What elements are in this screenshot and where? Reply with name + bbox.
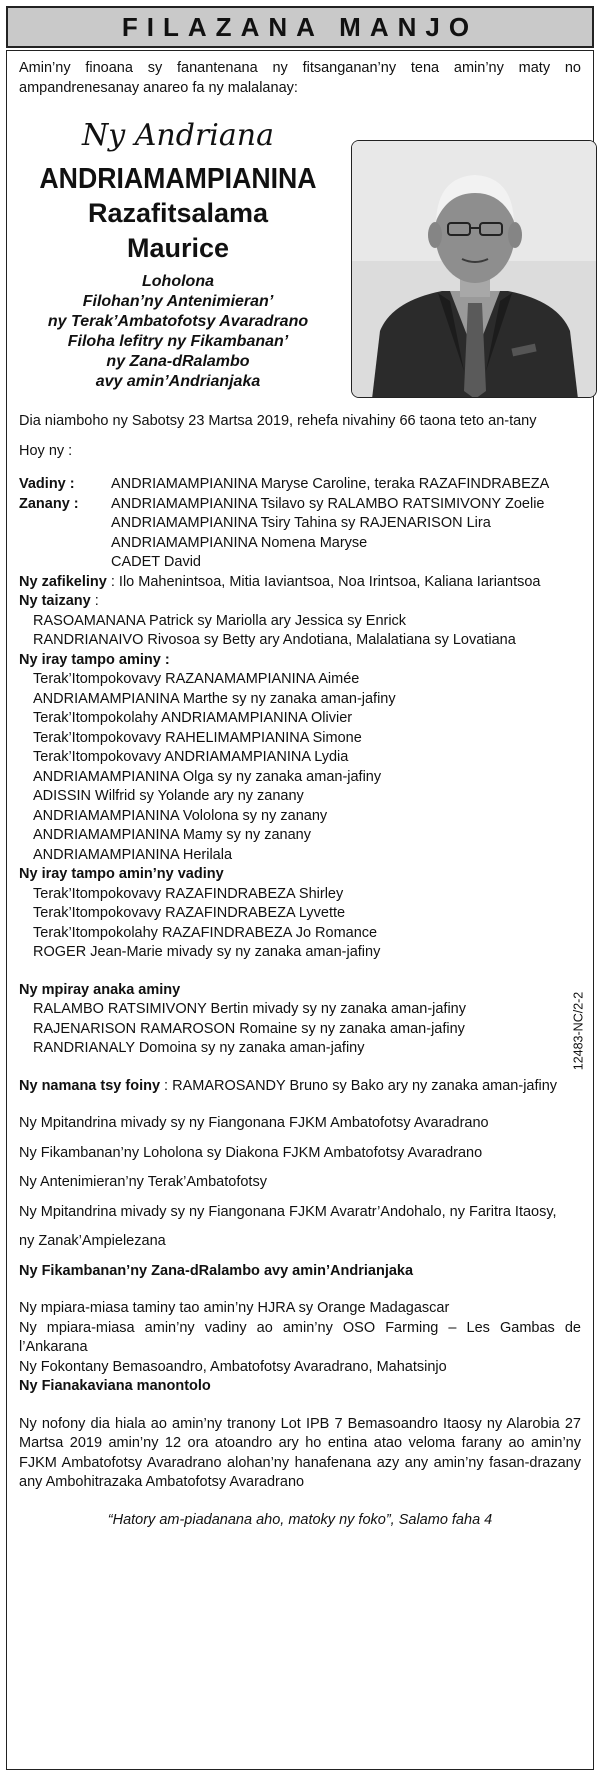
notice-body [19, 59, 581, 1530]
taizany-colon: : [90, 593, 99, 609]
list-item: ANDRIAMAMPIANINA Mamy sy ny zanany [33, 827, 311, 843]
taizany-label: Ny taizany [19, 593, 91, 609]
namana-label: Ny namana tsy foiny [19, 1077, 161, 1094]
colleagues-line: Ny mpiara-miasa amin’ny vadiny ao amin’ny OSO Farming – Les Gambas de l’Ankarana [19, 1319, 581, 1355]
list-item: ADISSIN Wilfrid sy Yolande ary ny zanany [33, 788, 304, 804]
name-given-2: Maurice [126, 233, 230, 263]
banner-title: FILAZANA MANJO [121, 11, 479, 42]
fianakaviana: Ny Fianakaviana manontolo [19, 1378, 211, 1394]
iray-tampo-vadiny-list [19, 885, 581, 963]
deceased-titles [19, 272, 337, 392]
list-item: RASOAMANANA Patrick sy Mariolla ary Jessica sy Enrick [33, 612, 407, 629]
list-item: ANDRIAMAMPIANINA Olga sy ny zanaka aman-jafiny [33, 768, 382, 785]
list-item: ANDRIAMAMPIANINA Vololona sy ny zanany [33, 807, 328, 824]
group-line: Ny Mpitandrina mivady sy ny Fiangonana FJKM Avaratr’Andohalo, ny Faritra Itaosy, [19, 1203, 557, 1220]
group-line: Ny Mpitandrina mivady sy ny Fiangonana FJKM Ambatofotsy Avaradrano [19, 1115, 489, 1131]
title-line: Loholona [142, 273, 214, 290]
list-item: RALAMBO RATSIMIVONY Bertin mivady sy ny zanaka aman-jafiny [33, 1001, 466, 1017]
list-item: Terak’Itompokovavy RAZAFINDRABEZA Shirley [33, 885, 344, 902]
list-item: Terak’Itompokolahy RAZAFINDRABEZA Jo Romance [33, 924, 378, 941]
title-line: ny Terak’Ambatofotsy Avaradrano [47, 313, 309, 330]
name-given-1: Razafitsalama [87, 198, 269, 228]
zanany-name: ANDRIAMAMPIANINA Tsiry Tahina sy RAJENARISON Lira [111, 515, 491, 531]
iray-tampo-aminy-list [19, 670, 581, 865]
list-item: Terak’Itompokovavy RAHELIMAMPIANINA Simone [33, 729, 362, 746]
list-item: RANDRIANAIVO Rivosoa sy Betty ary Andotiana, Malalatiana sy Lovatiana [33, 632, 516, 648]
zanany-name: ANDRIAMAMPIANINA Tsilavo sy RALAMBO RATSIMIVONY Zoelie [111, 495, 545, 512]
taizany-heading [19, 592, 581, 612]
list-item: Terak’Itompokovavy ANDRIAMAMPIANINA Lydia [33, 749, 349, 765]
colleagues-line: Ny mpiara-miasa taminy tao amin’ny HJRA sy Orange Madagascar [19, 1300, 450, 1316]
taizany-list [19, 612, 581, 651]
zanany-section [19, 495, 581, 573]
namana-text: : RAMAROSANDY Bruno sy Bako ary ny zanaka aman-jafiny [160, 1077, 558, 1094]
zafikeliny-label: Ny zafikeliny [19, 573, 107, 590]
intro-text: Amin’ny finoana sy fanantenana ny fitsanganan’ny tena amin’ny maty no ampandrenesanay anareo fa ny malalanay: [19, 60, 581, 96]
burial-notice: Ny nofony dia hiala ao amin’ny tranony Lot IPB 7 Bemasoandro Itaosy ny Alarobia 27 Martsa 2019 amin’ny 12 ora atoandro ary ho entina atao veloma farany ao amin’ny FJKM Ambatofotsy Avaradrano alohan’ny hanafenana azy any amin’ny fasan-drazany any Ambohitrazaka Ambatofotsy Avaradrano [19, 1415, 581, 1490]
vadiny-name: ANDRIAMAMPIANINA Maryse Caroline, teraka RAZAFINDRABEZA [111, 476, 550, 492]
vadiny-label: Vadiny : [19, 476, 75, 492]
mpiray-anaka-list [19, 1000, 581, 1059]
list-item: Terak’Itompokovavy RAZANAMAMPIANINA Aimée [33, 671, 360, 687]
hoy-ny: Hoy ny : [19, 442, 73, 459]
portrait-image [352, 141, 597, 398]
deceased-section [19, 98, 581, 398]
reference-code-text: 12483-NC/2-2 [571, 991, 586, 1071]
title-line: Filohan’ny Antenimieran’ [82, 293, 274, 310]
zanany-label: Zanany : [19, 495, 79, 512]
portrait-photo [351, 140, 597, 398]
list-item: RANDRIANALY Domoina sy ny zanaka aman-jafiny [33, 1040, 365, 1056]
reference-code [567, 971, 589, 1091]
list-item: RAJENARISON RAMAROSON Romaine sy ny zanaka aman-jafiny [33, 1020, 465, 1037]
list-item: ANDRIAMAMPIANINA Herilala [33, 846, 233, 863]
name-prefix: Ny Andriana [82, 118, 274, 153]
zafikeliny-text: : Ilo Mahenintsoa, Mitia Iaviantsoa, Noa Irintsoa, Kaliana Iariantsoa [106, 573, 541, 590]
colleagues-line: Ny Fokontany Bemasoandro, Ambatofotsy Avaradrano, Mahatsinjo [19, 1358, 447, 1375]
zanany-name: CADET David [111, 554, 201, 570]
list-item: Terak’Itompokovavy RAZAFINDRABEZA Lyvette [33, 905, 346, 921]
group-line: Ny Fikambanan’ny Loholona sy Diakona FJKM Ambatofotsy Avaradrano [19, 1144, 483, 1161]
header-banner [6, 6, 594, 48]
title-line: ny Zana-dRalambo [106, 353, 250, 370]
zafikeliny-line [19, 573, 581, 593]
group-line: ny Zanak’Ampielezana [19, 1233, 166, 1249]
closing-quote: “Hatory am-piadanana aho, matoky ny foko”, Salamo faha 4 [107, 1511, 493, 1528]
death-notice: Dia niamboho ny Sabotsy 23 Martsa 2019, rehefa nivahiny 66 taona teto an-tany [19, 413, 537, 429]
title-line: Filoha lefitry ny Fikambanan’ [67, 333, 289, 350]
group-line: Ny Antenimieran’ny Terak’Ambatofotsy [19, 1174, 267, 1190]
namana-line [19, 1077, 581, 1097]
list-item: ROGER Jean-Marie mivady sy ny zanaka aman-jafiny [33, 944, 381, 960]
list-item: ANDRIAMAMPIANINA Marthe sy ny zanaka aman-jafiny [33, 690, 396, 707]
title-line: avy amin’Andrianjaka [95, 373, 261, 390]
name-surname: ANDRIAMAMPIANINA [39, 163, 317, 195]
iray-tampo-vadiny-label: Ny iray tampo amin’ny vadiny [19, 866, 224, 882]
iray-tampo-aminy-label: Ny iray tampo aminy : [19, 651, 170, 668]
list-item: Terak’Itompokolahy ANDRIAMAMPIANINA Olivier [33, 710, 353, 726]
deceased-name-block [19, 118, 337, 392]
zanany-name: ANDRIAMAMPIANINA Nomena Maryse [111, 534, 368, 551]
vadiny-section [19, 475, 581, 495]
mpiray-anaka-label: Ny mpiray anaka aminy [19, 981, 181, 998]
fikambanana-zana: Ny Fikambanan’ny Zana-dRalambo avy amin’Andrianjaka [19, 1262, 414, 1279]
notice-frame [6, 50, 594, 1770]
